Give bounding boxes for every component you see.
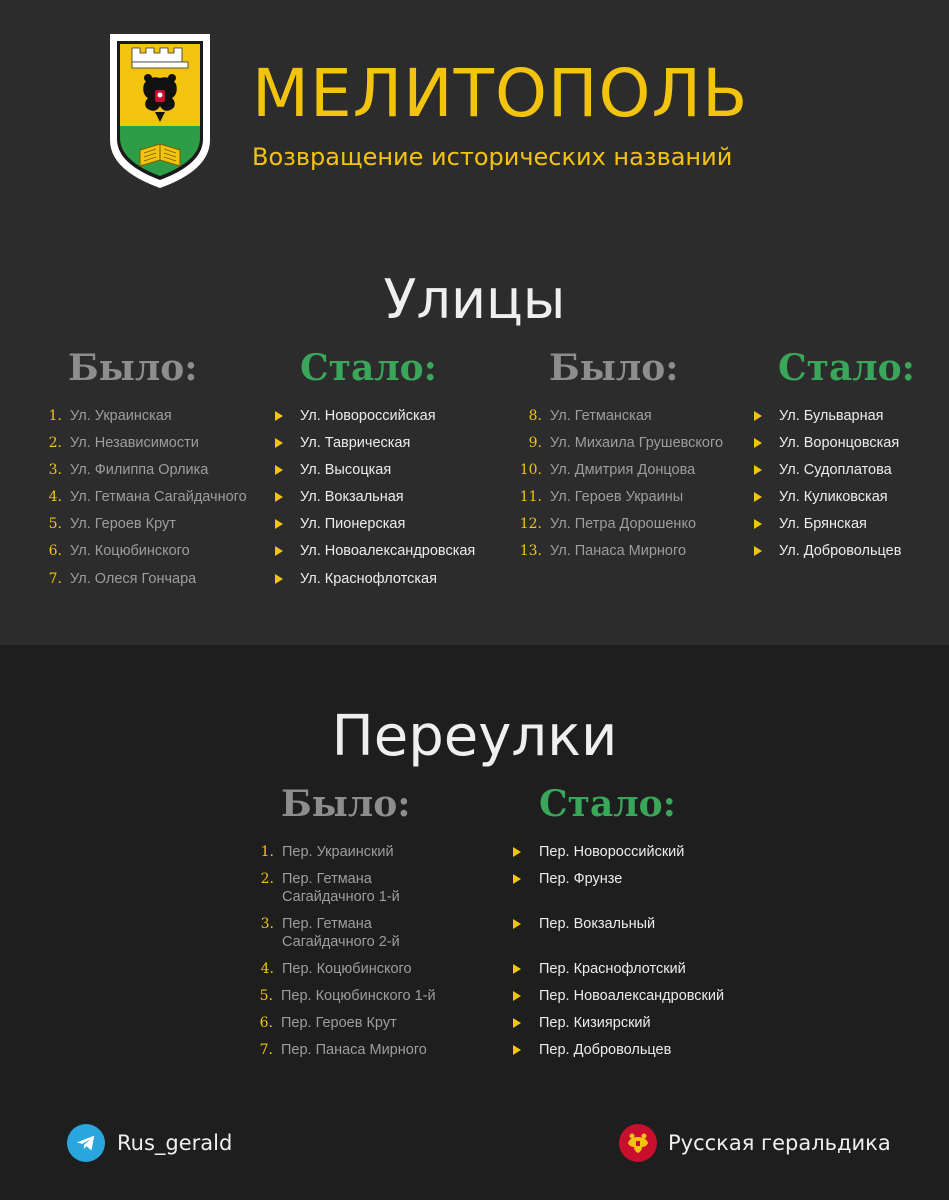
telegram-link[interactable] bbox=[67, 1124, 232, 1162]
item-number: 5. bbox=[259, 988, 273, 1004]
list-item bbox=[519, 488, 723, 515]
item-number: 5. bbox=[48, 516, 62, 533]
list-item bbox=[528, 434, 724, 461]
old-lane-name: Пер. Гетмана bbox=[282, 916, 372, 932]
list-item bbox=[48, 461, 247, 488]
triangle-bullet-icon bbox=[513, 919, 521, 929]
list-item-continuation bbox=[282, 888, 400, 906]
triangle-bullet-icon bbox=[275, 492, 283, 502]
list-item bbox=[300, 542, 475, 569]
old-lane-name: Сагайдачного 2-й bbox=[282, 934, 400, 950]
list-item bbox=[300, 515, 475, 542]
old-lane-name: Пер. Коцюбинского 1-й bbox=[281, 988, 436, 1004]
triangle-bullet-icon bbox=[513, 874, 521, 884]
new-lane-name: Пер. Кизиярский bbox=[539, 1015, 651, 1031]
new-lane-name: Пер. Новоалександровский bbox=[539, 988, 725, 1004]
old-street-name: Ул. Гетманская bbox=[550, 408, 652, 424]
old-street-name: Ул. Петра Дорошенко bbox=[550, 516, 697, 533]
list-item bbox=[48, 570, 247, 597]
streets-was-label-left: Было: bbox=[68, 347, 198, 389]
new-street-name: Ул. Воронцовская bbox=[779, 435, 900, 452]
new-lane-name: Пер. Вокзальный bbox=[539, 916, 656, 932]
new-street-name: Ул. Пионерская bbox=[300, 516, 406, 533]
item-number: 2. bbox=[48, 435, 62, 452]
list-item bbox=[519, 461, 723, 488]
old-street-name: Ул. Украинская bbox=[70, 408, 172, 424]
new-street-name: Ул. Бульварная bbox=[779, 408, 884, 424]
triangle-bullet-icon bbox=[754, 492, 762, 502]
item-number: 7. bbox=[48, 570, 62, 587]
old-street-name: Ул. Героев Украины bbox=[550, 489, 684, 506]
item-number: 4. bbox=[48, 489, 62, 506]
triangle-bullet-icon bbox=[513, 991, 521, 1001]
triangle-bullet-icon bbox=[275, 438, 283, 448]
old-street-name: Ул. Филиппа Орлика bbox=[70, 462, 209, 479]
old-street-name: Ул. Героев Крут bbox=[70, 516, 176, 533]
lanes-was-label: Было: bbox=[281, 783, 411, 825]
list-item bbox=[260, 960, 412, 978]
streets-new-list-left bbox=[300, 407, 475, 597]
item-number: 8. bbox=[528, 408, 542, 424]
list-item bbox=[779, 542, 901, 569]
old-lane-name: Пер. Героев Крут bbox=[281, 1015, 397, 1031]
item-number: 12. bbox=[519, 516, 542, 533]
old-street-name: Ул. Олеся Гончара bbox=[70, 570, 197, 587]
streets-now-label-left: Стало: bbox=[300, 347, 437, 389]
streets-old-list-left bbox=[48, 407, 247, 597]
brand-link[interactable] bbox=[619, 1124, 891, 1162]
triangle-bullet-icon bbox=[754, 411, 762, 421]
list-item bbox=[48, 434, 247, 461]
brand-name: Русская геральдика bbox=[668, 1131, 891, 1155]
list-item bbox=[48, 407, 247, 434]
streets-now-label-right: Стало: bbox=[778, 347, 915, 389]
old-lane-name: Сагайдачного 1-й bbox=[282, 889, 400, 905]
list-item bbox=[539, 843, 684, 861]
triangle-bullet-icon bbox=[275, 546, 283, 556]
list-item bbox=[48, 542, 247, 569]
city-coat-of-arms-icon bbox=[108, 32, 212, 190]
list-item bbox=[260, 843, 394, 861]
item-number: 4. bbox=[260, 961, 274, 977]
new-street-name: Ул. Новоалександровская bbox=[300, 543, 476, 560]
list-item bbox=[779, 434, 901, 461]
triangle-bullet-icon bbox=[754, 519, 762, 529]
triangle-bullet-icon bbox=[275, 411, 283, 421]
old-lane-name: Пер. Гетмана bbox=[282, 871, 372, 887]
item-number: 1. bbox=[48, 408, 62, 424]
item-number: 6. bbox=[259, 1015, 273, 1031]
list-item bbox=[539, 870, 622, 888]
item-number: 11. bbox=[519, 489, 542, 506]
new-street-name: Ул. Добровольцев bbox=[779, 543, 902, 560]
triangle-bullet-icon bbox=[754, 438, 762, 448]
list-item bbox=[300, 461, 475, 488]
list-item bbox=[48, 515, 247, 542]
new-street-name: Ул. Таврическая bbox=[300, 435, 411, 452]
list-item bbox=[539, 960, 686, 978]
list-item bbox=[300, 570, 475, 597]
old-street-name: Ул. Михаила Грушевского bbox=[550, 435, 724, 452]
triangle-bullet-icon bbox=[275, 574, 283, 584]
triangle-bullet-icon bbox=[513, 847, 521, 857]
telegram-icon bbox=[67, 1124, 105, 1162]
item-number: 9. bbox=[528, 435, 542, 452]
list-item bbox=[539, 915, 655, 933]
old-street-name: Ул. Дмитрия Донцова bbox=[550, 462, 696, 479]
old-street-name: Ул. Гетмана Сагайдачного bbox=[70, 489, 247, 506]
item-number: 13. bbox=[519, 543, 542, 560]
double-headed-eagle-icon bbox=[619, 1124, 657, 1162]
item-number: 6. bbox=[48, 543, 62, 560]
new-lane-name: Пер. Фрунзе bbox=[539, 871, 623, 887]
list-item bbox=[300, 434, 475, 461]
list-item bbox=[260, 870, 372, 888]
old-street-name: Ул. Панаса Мирного bbox=[550, 543, 687, 560]
new-street-name: Ул. Брянская bbox=[779, 516, 867, 533]
item-number: 2. bbox=[260, 871, 274, 887]
old-lane-name: Пер. Коцюбинского bbox=[282, 961, 412, 977]
triangle-bullet-icon bbox=[275, 465, 283, 475]
old-lane-name: Пер. Украинский bbox=[282, 844, 394, 860]
list-item bbox=[519, 542, 723, 569]
triangle-bullet-icon bbox=[275, 519, 283, 529]
triangle-bullet-icon bbox=[513, 1045, 521, 1055]
item-number: 7. bbox=[259, 1042, 273, 1058]
item-number: 10. bbox=[519, 462, 542, 479]
new-lane-name: Пер. Краснофлотский bbox=[539, 961, 686, 977]
list-item bbox=[519, 515, 723, 542]
old-street-name: Ул. Коцюбинского bbox=[70, 543, 190, 560]
list-item bbox=[260, 915, 372, 933]
old-lane-name: Пер. Панаса Мирного bbox=[281, 1042, 427, 1058]
streets-new-list-right bbox=[779, 407, 901, 570]
list-item bbox=[259, 1041, 427, 1059]
list-item bbox=[539, 987, 724, 1005]
new-lane-name: Пер. Добровольцев bbox=[539, 1042, 672, 1058]
triangle-bullet-icon bbox=[754, 546, 762, 556]
new-street-name: Ул. Краснофлотская bbox=[300, 570, 437, 587]
streets-old-list-right bbox=[519, 407, 724, 570]
item-number: 1. bbox=[260, 844, 274, 860]
item-number: 3. bbox=[260, 916, 274, 932]
streets-was-label-right: Было: bbox=[549, 347, 679, 389]
list-item bbox=[300, 488, 475, 515]
item-number: 3. bbox=[48, 462, 62, 479]
triangle-bullet-icon bbox=[513, 1018, 521, 1028]
list-item bbox=[259, 987, 436, 1005]
city-title: МЕЛИТОПОЛЬ bbox=[252, 55, 749, 132]
telegram-handle: Rus_gerald bbox=[117, 1131, 233, 1155]
list-item bbox=[779, 515, 901, 542]
new-street-name: Ул. Высоцкая bbox=[300, 462, 392, 479]
city-subtitle: Возвращение исторических названий bbox=[252, 143, 733, 171]
new-lane-name: Пер. Новороссийский bbox=[539, 844, 685, 860]
list-item bbox=[779, 461, 901, 488]
new-street-name: Ул. Судоплатова bbox=[779, 462, 892, 479]
list-item bbox=[48, 488, 247, 515]
old-street-name: Ул. Независимости bbox=[70, 435, 199, 452]
triangle-bullet-icon bbox=[754, 465, 762, 475]
list-item bbox=[539, 1041, 671, 1059]
list-item bbox=[779, 488, 901, 515]
streets-title: Улицы bbox=[383, 268, 566, 331]
list-item bbox=[539, 1014, 651, 1032]
new-street-name: Ул. Новороссийская bbox=[300, 408, 436, 424]
list-item-continuation bbox=[282, 933, 400, 951]
list-item bbox=[528, 407, 723, 434]
new-street-name: Ул. Куликовская bbox=[779, 489, 888, 506]
lanes-now-label: Стало: bbox=[539, 783, 676, 825]
list-item bbox=[259, 1014, 397, 1032]
list-item bbox=[779, 407, 901, 434]
list-item bbox=[300, 407, 475, 434]
lanes-title: Переулки bbox=[331, 704, 618, 769]
triangle-bullet-icon bbox=[513, 964, 521, 974]
new-street-name: Ул. Вокзальная bbox=[300, 489, 404, 506]
